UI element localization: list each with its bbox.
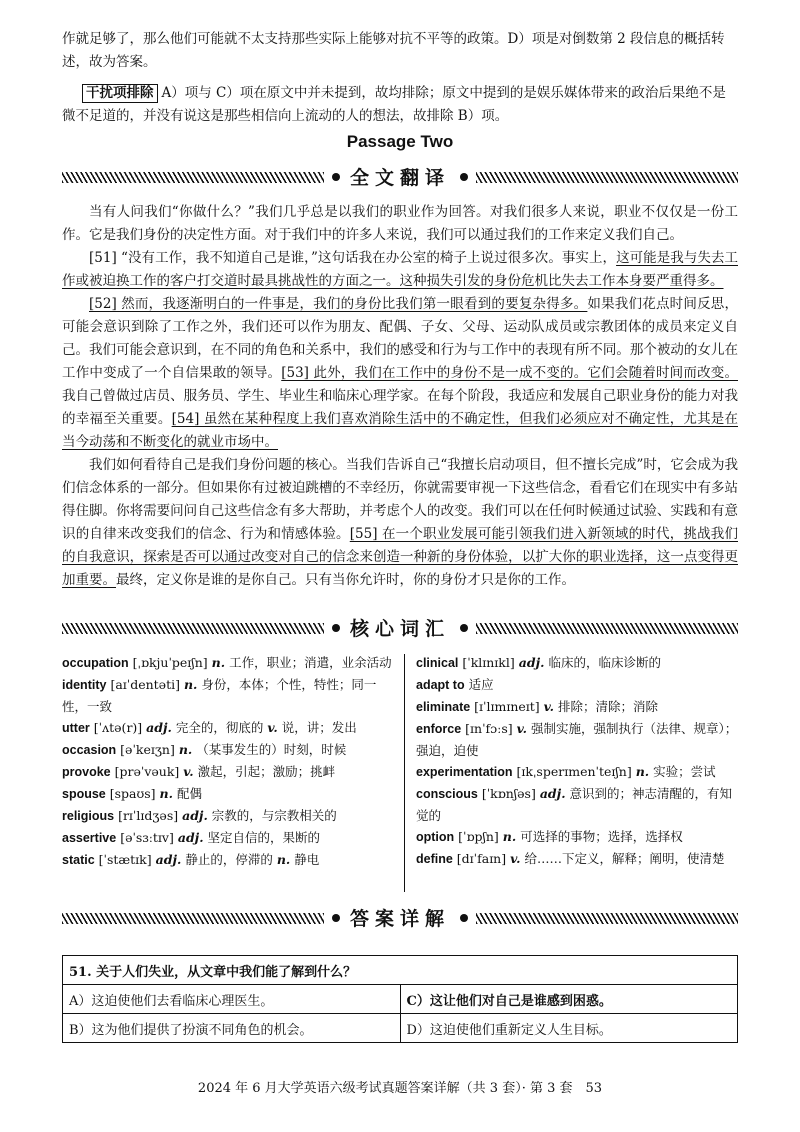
vocab-phonetic: [əˈkeɪʒn] <box>120 742 175 757</box>
vocab-pos: v. <box>516 721 527 736</box>
vocab-phonetic: [spaʊs] <box>109 786 156 801</box>
vocab-phonetic: [rɪˈlɪdʒəs] <box>118 808 179 823</box>
vocab-definition: 宗教的，与宗教相关的 <box>211 808 337 823</box>
vocab-pos: v. <box>543 699 555 714</box>
vocab-word: utter <box>62 721 90 735</box>
vocab-word: experimentation <box>416 765 513 779</box>
option-c: C）这让他们对自己是谁感到困惑。 <box>400 985 738 1014</box>
vocab-phonetic: [ˈʌtə(r)] <box>93 720 143 735</box>
vocab-entry <box>62 783 392 805</box>
vocab-word: religious <box>62 809 115 823</box>
vocab-entry <box>416 696 738 718</box>
page-footer: 2024 年 6 月大学英语六级考试真题答案详解（共 3 套）· 第 3 套 53 <box>197 1081 603 1096</box>
passage-title: Passage Two <box>346 132 454 151</box>
distractor-line-2: 微不足道的，并没有说这是那些相信向上流动的人的想法，故排除 B）项。 <box>62 108 509 124</box>
p4-text-c: 最终，定义你是谁的是你自己。只有当你允许时，你的身份才只是你的工作。 <box>116 572 575 588</box>
vocab-definition: 工作，职业；消遣，业余活动 <box>229 655 392 670</box>
distractor-text-1: A）项与 C）项在原文中并未提到，故均排除；原文中提到的是娱乐媒体带来的政治后果绝不是 <box>161 85 726 101</box>
vocab-phonetic: [aɪˈdentəti] <box>110 677 180 692</box>
vocab-phonetic: [ɪnˈfɔːs] <box>465 721 513 736</box>
p2-underlined: 这可能是我与失去工作或被迫换工作的客户打交道时最具挑战性的方面之一。这种损失引发的身份危机比失去工作本身要严重得多。 <box>62 250 738 289</box>
translation-paragraph-4 <box>62 454 738 592</box>
section-title-translation: 全文翻译 <box>349 167 450 189</box>
vocab-entry <box>62 805 392 827</box>
options-row <box>63 1014 738 1043</box>
bullet-dot-icon <box>460 624 468 632</box>
bullet-dot-icon <box>460 914 468 922</box>
vocab-definition: （某事发生的）时刻，时候 <box>196 742 347 757</box>
vocab-pos: adj. <box>177 830 204 845</box>
vocab-entry <box>416 761 738 783</box>
vocab-word: identity <box>62 678 107 692</box>
vocab-word: define <box>416 852 453 866</box>
vocab-pos: n. <box>211 655 226 670</box>
translation-paragraph-2 <box>62 247 738 293</box>
vocab-entry <box>62 717 392 739</box>
vocab-pos: adj. <box>182 808 208 823</box>
vocab-definition: 强制实施，强制执行（法律、规章）；强迫，迫使 <box>416 721 738 758</box>
vocab-definition: 排除；清除；消除 <box>558 699 659 714</box>
section-header-translation <box>62 163 738 193</box>
vocab-definition: 适应 <box>468 677 494 692</box>
vocab-definition: 静电 <box>294 852 320 867</box>
vocab-phonetic: [ˈkɒnʃəs] <box>481 786 536 801</box>
vocab-pos: v. <box>267 720 278 735</box>
vocab-word: enforce <box>416 722 462 736</box>
vocab-pos: n. <box>178 742 193 757</box>
vocab-phonetic: [ˌɒkjuˈpeɪʃn] <box>132 655 208 670</box>
vocab-word: provoke <box>62 765 111 779</box>
p3-underlined-53: [53] 此外，我们在工作中的身份不是一成不变的。它们会随着时间而改变。 <box>281 365 738 381</box>
section-header-answers <box>62 904 738 934</box>
vocab-definition: 坚定自信的，果断的 <box>207 830 321 845</box>
vocab-definition: 实验；尝试 <box>653 764 716 779</box>
vocab-entry <box>416 783 738 826</box>
vocab-word: occupation <box>62 656 129 670</box>
vocab-pos: adj. <box>539 786 566 801</box>
question-stem: 51. 关于人们失业，从文章中我们能了解到什么？ <box>63 956 738 985</box>
vocab-phonetic: [prəˈvəuk] <box>114 764 180 779</box>
vocab-definition: 临床的，临床诊断的 <box>548 655 661 670</box>
p2-text: [51] “没有工作，我不知道自己是谁，”这句话我在办公室的椅子上说过很多次。事实上， <box>89 250 617 266</box>
options-row <box>63 985 738 1014</box>
vocab-entry <box>416 848 738 870</box>
question-table <box>62 955 738 1043</box>
prev-answer-continuation <box>62 28 738 74</box>
section-title-vocabulary: 核心词汇 <box>349 618 450 640</box>
vocab-definition: 配偶 <box>176 786 202 801</box>
question-stem-row <box>63 956 738 985</box>
p4-text-a: 我们如何看待自己是我们身份问题的核心。当我们告诉自己“我擅长启动项目，但不擅长完成”时，它会成为我们信念体系的一部分。但如果你有过被迫跳槽的不幸经历，你就需要审视一下这些信念，看看它们在现实中有多站得住脚。你将需要问问自己这些信念有多大帮助，并考虑个人的改变。我们可以在任何时候通过试验、实践和有意识的自律来改变我们的信念、行为和情感体验。 <box>62 457 738 542</box>
vocab-entry <box>62 652 392 674</box>
vocab-pos: adj. <box>155 852 182 867</box>
vocab-entry <box>416 718 738 761</box>
vocab-phonetic: [ɪkˌsperɪmenˈteɪʃn] <box>516 764 632 779</box>
vocab-pos: n. <box>635 764 650 779</box>
p3-underlined-52: [52] 然而，我逐渐明白的一件事是，我们的身份比我们第一眼看到的要复杂得多。 <box>89 296 588 312</box>
distractor-label: 干扰项排除 <box>82 84 158 103</box>
option-d: D）这迫使他们重新定义人生目标。 <box>400 1014 738 1043</box>
vocab-column-right <box>416 652 738 870</box>
vocab-word: clinical <box>416 656 459 670</box>
vocab-pos: n. <box>276 852 291 867</box>
hatch-decoration <box>476 623 738 634</box>
p3-text-d: 我自己曾做过店员、服务员、学生、毕业生和临床心理学家。在每个阶段，我适应和发展自己职业身份的能力对我的幸福至关重要。 <box>62 388 738 427</box>
vocab-entry <box>62 827 392 849</box>
vocab-word: conscious <box>416 787 478 801</box>
vocab-phonetic: [ˈstætɪk] <box>98 852 152 867</box>
hatch-decoration <box>476 172 738 183</box>
vocab-definition: 激起，引起；激励；挑衅 <box>197 764 336 779</box>
distractor-explanation <box>62 82 738 128</box>
vocab-phonetic: [dɪˈfaɪn] <box>456 851 507 866</box>
vocab-definition: 说，讲；发出 <box>281 720 357 735</box>
vocab-entry <box>62 849 392 871</box>
vocab-entry <box>416 826 738 848</box>
p3-underlined-54: [54] 虽然在某种程度上我们喜欢消除生活中的不确定性，但我们必须应对不确定性，尤其是在当今动荡和不断变化的就业市场中。 <box>62 411 738 450</box>
vocab-word: assertive <box>62 831 117 845</box>
vocab-word: static <box>62 853 95 867</box>
vocab-column-left <box>62 652 392 871</box>
continuation-line-2: 述，故为答案。 <box>62 54 157 70</box>
distractor-line-1 <box>62 82 738 105</box>
vocab-entry <box>416 674 738 696</box>
bullet-dot-icon <box>460 173 468 181</box>
vocab-definition: 可选择的事物；选择，选择权 <box>520 829 683 844</box>
translation-paragraph-3 <box>62 293 738 454</box>
vocab-definition: 静止的，停滞的 <box>185 852 273 867</box>
vocab-phonetic: [əˈsɜːtɪv] <box>120 830 174 845</box>
vocab-entry <box>62 674 392 717</box>
vocab-word: occasion <box>62 743 117 757</box>
vocab-definition: 给……下定义，解释；阐明，使清楚 <box>524 851 725 866</box>
vocab-entry <box>62 739 392 761</box>
vocab-definition: 意识到的；神志清醒的，有知觉的 <box>416 786 733 823</box>
vocab-pos: adj. <box>518 655 545 670</box>
p3-text-b: 如果我们花点时间反思，可能会意识到除了工作之外，我们还可以作为朋友、配偶、子女、父母、运动队成员或宗教团体的成员来定义自己。我们可能会意识到，在不同的角色和关系中，我们的感受和行为与工作中的表现有所不同。那个被动的女儿在工作中变成了一个自信果敢的领导。 <box>62 296 738 381</box>
section-title-answers: 答案详解 <box>349 908 450 930</box>
vocab-definition: 身份，本体；个性，特性；同一性，一致 <box>62 677 377 714</box>
vocab-pos: n. <box>183 677 198 692</box>
vocab-word: option <box>416 830 455 844</box>
vocab-phonetic: [ɪˈlɪmɪneɪt] <box>474 699 540 714</box>
vocab-word: spouse <box>62 787 106 801</box>
vocab-pos: n. <box>502 829 517 844</box>
vocab-entry <box>416 652 738 674</box>
vocab-phonetic: [ˈɒpʃn] <box>458 829 499 844</box>
vocab-pos: adj. <box>146 720 172 735</box>
vocab-entry <box>62 761 392 783</box>
vocab-pos: v. <box>183 764 194 779</box>
option-b: B）这为他们提供了扮演不同角色的机会。 <box>63 1014 401 1043</box>
vocab-word: eliminate <box>416 700 471 714</box>
section-header-vocabulary <box>62 614 738 644</box>
vocab-word: adapt to <box>416 678 465 692</box>
vocab-definition: 完全的，彻底的 <box>175 720 264 735</box>
vocab-pos: n. <box>159 786 173 801</box>
continuation-line-1: 作就足够了，那么他们可能就不太支持那些实际上能够对抗不平等的政策。D）项是对倒数第 2 段信息的概括转 <box>62 31 725 47</box>
vocab-phonetic: [ˈklɪnɪkl] <box>462 655 515 670</box>
translation-body <box>62 201 738 592</box>
vocab-pos: v. <box>510 851 521 866</box>
hatch-decoration <box>476 913 738 924</box>
p4-underlined-55: [55] 在一个职业发展可能引领我们进入新领域的时代，挑战我们的自我意识，探索是否可以通过改变对自己的信念来创造一种新的身份体验，以扩大你的职业选择，这一点变得更加重要。 <box>62 526 738 588</box>
translation-paragraph-1: 当有人问我们“你做什么？”我们几乎总是以我们的职业作为回答。对我们很多人来说，职业不仅仅是一份工作。它是我们身份的决定性方面。对于我们中的许多人来说，我们可以通过我们的工作来定义我们自己。 <box>62 204 738 243</box>
option-a: A）这迫使他们去看临床心理医生。 <box>63 985 401 1014</box>
vocab-divider <box>404 654 405 892</box>
